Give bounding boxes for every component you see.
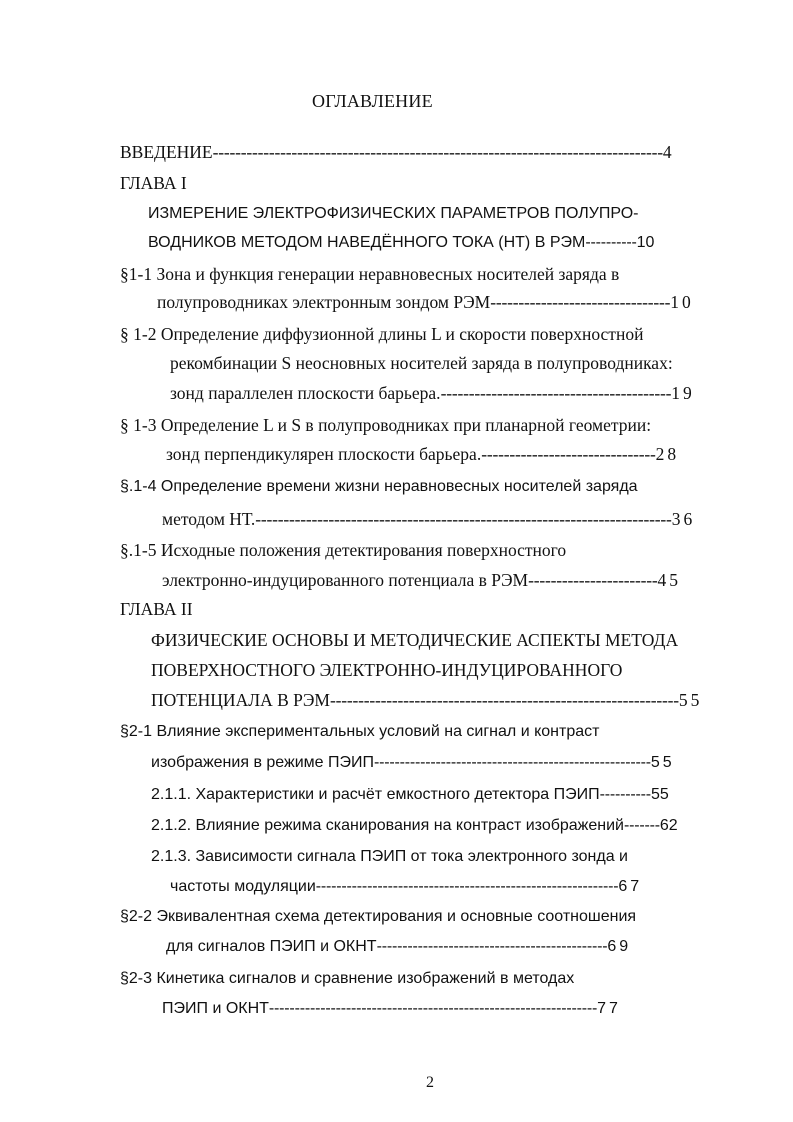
entry-text: зонд параллелен плоскости барьера. xyxy=(170,383,441,403)
entry-text: 2.1.2. Влияние режима сканирования на контраст изображений xyxy=(151,817,624,834)
page-title: ОГЛАВЛЕНИЕ xyxy=(312,91,433,111)
toc-entry-chapter-2[interactable] xyxy=(151,689,702,711)
section-1-3-line-1: § 1-3 Определение L и S в полупроводниках при планарной геометрии: xyxy=(120,415,652,435)
leader-dashes: ---------- xyxy=(585,234,637,251)
entry-page-number: 67 xyxy=(618,878,643,895)
section-1-1-line-1: §1-1 Зона и функция генерации неравновесных носителей заряда в xyxy=(120,264,620,284)
entry-text: методом НТ. xyxy=(162,509,256,529)
chapter-2-label: ГЛАВА II xyxy=(120,599,193,619)
entry-page-number: 55 xyxy=(678,690,703,710)
toc-entry-section-1-4[interactable] xyxy=(162,508,695,530)
leader-dashes: ------- xyxy=(623,817,660,834)
entry-text: 2.1.1. Характеристики и расчёт емкостного детектора ПЭИП xyxy=(151,786,600,803)
subsection-2-1-3-line-1: 2.1.3. Зависимости сигнала ПЭИП от тока электронного зонда и xyxy=(151,848,628,865)
toc-entry-section-1-2[interactable] xyxy=(170,382,695,404)
entry-text: ПЭИП и ОКНТ xyxy=(162,1000,269,1017)
entry-text: электронно-индуцированного потенциала в РЭМ xyxy=(162,570,529,590)
toc-entry-subsection-2-1-1[interactable] xyxy=(151,784,669,806)
entry-page-number: 28 xyxy=(655,444,680,464)
leader-dashes: -------------------------------------------------------------- xyxy=(329,690,679,710)
toc-entry-subsection-2-1-2[interactable] xyxy=(151,815,678,837)
chapter-2-title-line-1: ФИЗИЧЕСКИЕ ОСНОВЫ И МЕТОДИЧЕСКИЕ АСПЕКТЫ МЕТОДА xyxy=(151,630,679,650)
section-1-2-line-1: § 1-2 Определение диффузионной длины L и скорости поверхностной xyxy=(120,324,644,344)
leader-dashes: ----------------------------------------------------------- xyxy=(315,878,619,895)
entry-text: частоты модуляции xyxy=(170,878,316,895)
entry-page-number: 36 xyxy=(671,509,696,529)
entry-page-number: 10 xyxy=(670,292,694,312)
entry-page-number: 10 xyxy=(636,234,655,251)
toc-entry-section-1-3[interactable] xyxy=(166,443,679,465)
entry-page-number: 45 xyxy=(657,570,682,590)
chapter-1-label: ГЛАВА I xyxy=(120,173,187,193)
chapter-1-title-line-1: ИЗМЕРЕНИЕ ЭЛЕКТРОФИЗИЧЕСКИХ ПАРАМЕТРОВ ПОЛУПРО- xyxy=(148,205,639,222)
entry-text: ВОДНИКОВ МЕТОДОМ НАВЕДЁННОГО ТОКА (НТ) В РЭМ xyxy=(148,234,586,251)
leader-dashes: -------------------------------------------------------------------------------- xyxy=(212,142,663,162)
leader-dashes: -------------------------------- xyxy=(490,292,671,312)
entry-page-number: 19 xyxy=(671,383,695,403)
section-2-3-line-1: §2-3 Кинетика сигналов и сравнение изображений в методах xyxy=(120,970,575,987)
toc-entry-section-1-5[interactable] xyxy=(162,569,681,591)
entry-text: полупроводниках электронным зондом РЭМ xyxy=(157,292,491,312)
leader-dashes: ----------------------------------------- xyxy=(440,383,672,403)
entry-page-number: 69 xyxy=(607,938,632,955)
section-2-1-line-1: §2-1 Влияние экспериментальных условий на сигнал и контраст xyxy=(120,723,600,740)
entry-text: ВВЕДЕНИЕ xyxy=(120,142,213,162)
toc-entry-chapter-1[interactable] xyxy=(148,232,654,254)
leader-dashes: ----------------------- xyxy=(528,570,658,590)
toc-entry-subsection-2-1-3[interactable] xyxy=(170,876,642,898)
section-1-5-line-1: §.1-5 Исходные положения детектирования поверхностного xyxy=(120,540,567,560)
leader-dashes: ------------------------------------------------------ xyxy=(373,754,651,771)
entry-text: ПОТЕНЦИАЛА В РЭМ xyxy=(151,690,330,710)
leader-dashes: ------------------------------- xyxy=(481,444,656,464)
toc-entry-section-1-1[interactable] xyxy=(157,291,694,313)
leader-dashes: --------------------------------------------- xyxy=(376,938,608,955)
toc-entry-section-2-2[interactable] xyxy=(166,936,631,958)
toc-entry-section-2-3[interactable] xyxy=(162,998,621,1020)
toc-entry-section-2-1[interactable] xyxy=(151,752,675,774)
entry-page-number: 55 xyxy=(650,754,675,771)
entry-page-number: 4 xyxy=(662,142,672,162)
leader-dashes: ---------- xyxy=(599,786,651,803)
page-number: 2 xyxy=(426,1074,434,1091)
entry-text: изображения в режиме ПЭИП xyxy=(151,754,374,771)
leader-dashes: ---------------------------------------------------------------- xyxy=(268,1000,598,1017)
entry-page-number: 55 xyxy=(650,786,669,803)
entry-text: для сигналов ПЭИП и ОКНТ xyxy=(166,938,377,955)
leader-dashes: -------------------------------------------------------------------------- xyxy=(255,509,672,529)
chapter-2-title-line-2: ПОВЕРХНОСТНОГО ЭЛЕКТРОННО-ИНДУЦИРОВАННОГО xyxy=(151,660,623,680)
section-1-2-line-2: рекомбинации S неосновных носителей заряда в полупроводниках: xyxy=(170,353,673,373)
entry-text: зонд перпендикулярен плоскости барьера. xyxy=(166,444,482,464)
entry-page-number: 77 xyxy=(597,1000,621,1017)
section-1-4-line-1: §.1-4 Определение времени жизни неравновесных носителей заряда xyxy=(120,478,638,495)
entry-page-number: 62 xyxy=(659,817,678,834)
section-2-2-line-1: §2-2 Эквивалентная схема детектирования и основные соотношения xyxy=(120,908,637,925)
toc-entry-introduction[interactable] xyxy=(120,141,672,163)
